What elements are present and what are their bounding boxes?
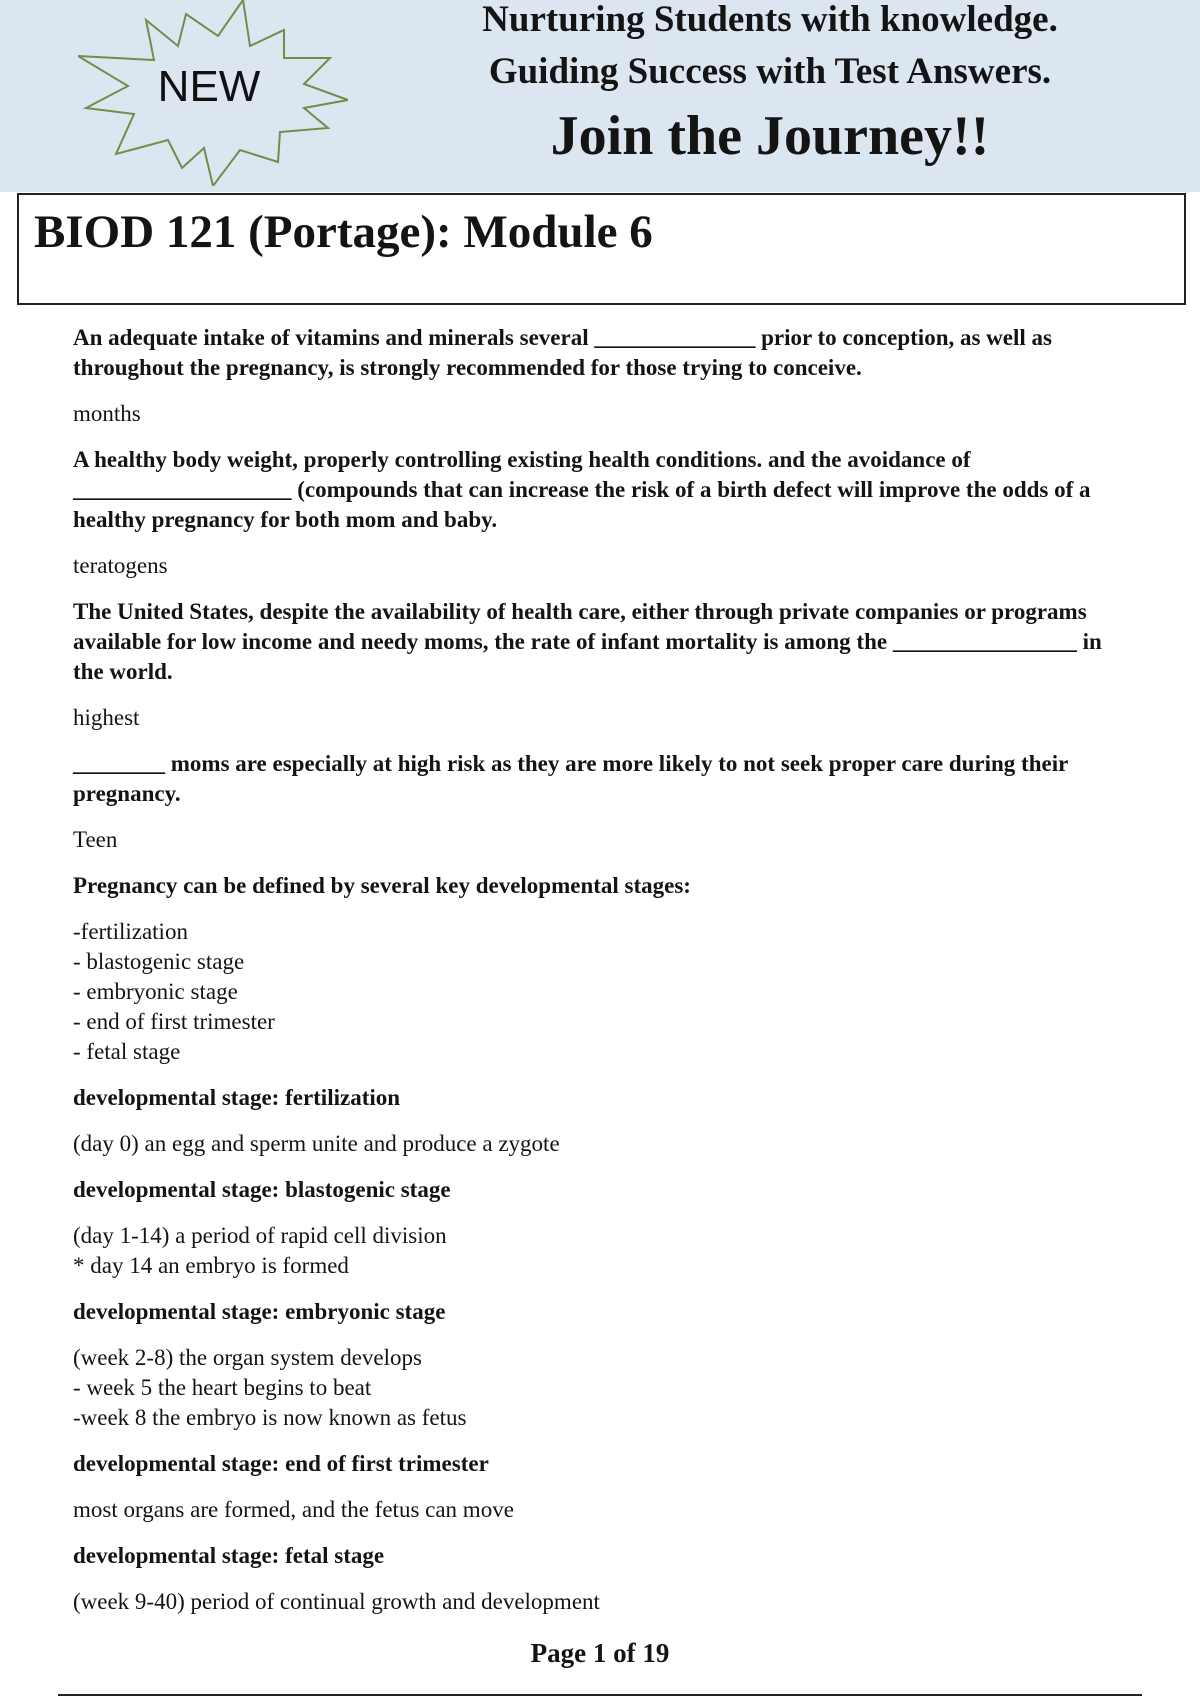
page-number: Page 1 of 19	[530, 1638, 670, 1668]
answer: highest	[73, 705, 140, 730]
question: developmental stage: embryonic stage	[73, 1299, 446, 1324]
answer: -fertilization - blastogenic stage - embryonic stage - end of first trimester - fetal stage	[73, 919, 275, 1064]
question: developmental stage: fertilization	[73, 1085, 401, 1110]
answer: Teen	[73, 827, 118, 852]
answer: teratogens	[73, 553, 168, 578]
question: The United States, despite the availability of health care, either through private companies or programs available for low income and needy moms, the rate of infant mortality is among the ________________ in the world.	[73, 599, 1102, 684]
question: Pregnancy can be defined by several key developmental stages:	[73, 873, 691, 898]
answer: (week 2-8) the organ system develops - week 5 the heart begins to beat -week 8 the embryo is now known as fetus	[73, 1345, 467, 1430]
answer: months	[73, 401, 141, 426]
answer: (day 0) an egg and sperm unite and produce a zygote	[73, 1131, 560, 1156]
promo-banner	[0, 0, 1200, 192]
question: An adequate intake of vitamins and minerals several ______________ prior to conception, as well as throughout the pregnancy, is strongly recommended for those trying to conceive.	[73, 325, 1052, 380]
tagline-line-2: Guiding Success with Test Answers.	[488, 51, 1052, 92]
answer: most organs are formed, and the fetus can move	[73, 1497, 514, 1522]
tagline-line-1: Nurturing Students with knowledge.	[482, 0, 1058, 40]
question: developmental stage: end of first trimester	[73, 1451, 489, 1476]
tagline-line-3: Join the Journey!!	[550, 105, 990, 167]
document-title: BIOD 121 (Portage): Module 6	[34, 206, 653, 258]
footer-divider	[58, 1694, 1142, 1696]
question: developmental stage: fetal stage	[73, 1543, 385, 1568]
answer: (week 9-40) period of continual growth and development	[73, 1589, 600, 1614]
question: A healthy body weight, properly controlling existing health conditions. and the avoidance of ___________________ (compounds that can increase the risk of a birth defect will improve the odds of a healthy pregnancy for both mom and baby.	[73, 447, 1091, 532]
answer: (day 1-14) a period of rapid cell division * day 14 an embryo is formed	[73, 1223, 447, 1278]
tagline	[420, 0, 1120, 172]
title-box	[17, 193, 1186, 305]
new-badge-label: NEW	[157, 62, 261, 111]
question: developmental stage: blastogenic stage	[73, 1177, 451, 1202]
question: ________ moms are especially at high risk as they are more likely to not seek proper care during their pregnancy.	[73, 751, 1068, 806]
qa-list	[73, 323, 1133, 1633]
